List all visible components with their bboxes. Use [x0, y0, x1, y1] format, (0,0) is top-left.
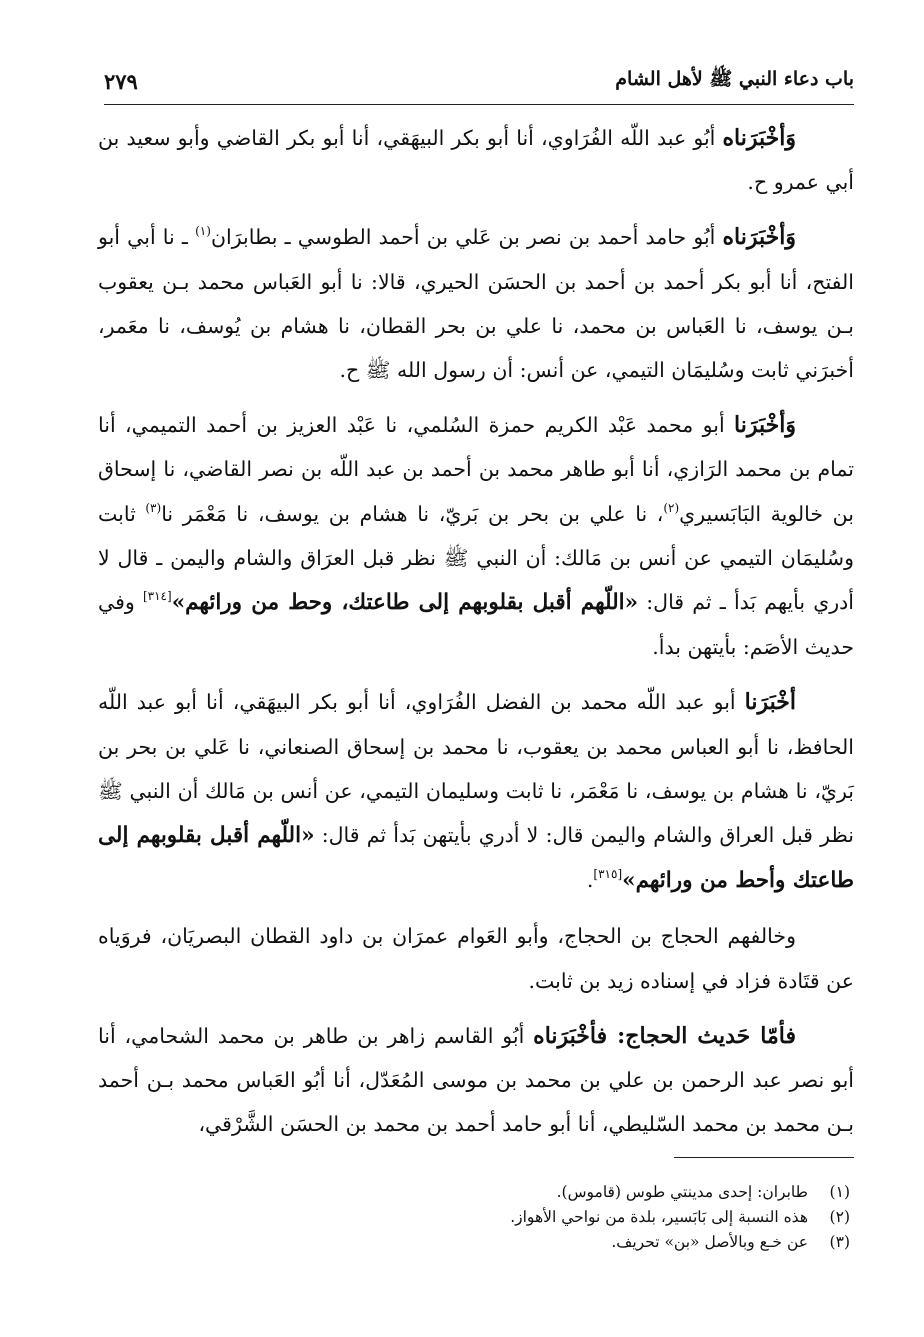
hadith-number-315: [٣١٥] [593, 867, 623, 882]
footnote-ref-1: (١) [195, 224, 211, 239]
hadith-number-314: [٣١٤] [142, 589, 172, 604]
hadith-quote-315: «اللّهم أقبل بقلوبهم إلى طاعتك وأحط من ورائهم» [98, 823, 854, 894]
paragraph-4-lead: أخْبَرَنا [744, 689, 796, 716]
chapter-title: باب دعاء النبي ﷺ لأهل الشام [615, 68, 854, 90]
footnote-text: عن خـع وبالأصل «بن» تحريف. [611, 1233, 808, 1251]
paragraph-1-lead: وَأخْبَرَناه [722, 125, 796, 151]
paragraph-4-text-a: أبو عبد اللّه محمد بن الفضل الفُرَاوي، أنا أبو بكر البيهَقي، أنا أبو عبد اللّه الحافظ، نا أبو العباس محمد بن يعقوب، نا محمد بن إسحاق الصنعاني، نا عَلي بن بحر بن بَريّ، نا هشام بن يوسف، نا مَعْمَر، نا ثابت وسليمان التيمي، عن أنس بن مَالك أن النبي ﷺ نظر قبل العراق والشام واليمن قال: لا أدري بأيتهن بَدأ ثم قال: [98, 690, 854, 848]
footnote-ref-3: (٣) [145, 500, 162, 515]
running-header [104, 58, 854, 105]
paragraph-2-text-b: ـ نا أبي أبو الفتح، أنا أبو بكر أحمد بن أحمد بن الحسَن الحيري، قالا: نا أبو العَباس محمد بـن يعقوب بـن يوسف، نا العَباس بن محمد، نا علي بن بحر القطان، نا هشام بن يُوسف، نا معَمر، أخبرَني ثابت وسُليمَان التيمي، عن أنس: أن رسول الله ﷺ ح. [98, 225, 854, 383]
paragraph-3-text-a: أبو محمد عَبْد الكريم حمزة السُلمي، نا عَبْد العزيز بن أحمد التميمي، أنا تمام بن محمد الرَازي، أنا أبو طاهر محمد بن أحمد بن عبد اللّه بن نصر القاضي، نا إسحاق بن خالوية البَابَسيري [98, 413, 854, 526]
footnote-item [120, 1205, 850, 1230]
paragraph-3-text-d: وفي حديث الأصَم: بأيتهن بدأ. [98, 590, 854, 660]
paragraph-5 [98, 914, 854, 1002]
paragraph-3 [98, 403, 854, 669]
paragraph-6-text: أبُو القاسم زاهر بن طاهر بن محمد الشحامي، أنا أبو نصر عبد الرحمن بن علي بن محمد بن موسى المُعَدّل، أنا أبُو العَباس محمد بـن أحمد بـن محمد بن محمد السّليطي، أنا أبو حامد أحمد بن محمد بن الحسَن الشَّرْقي، [98, 1023, 854, 1137]
footnote-ref-2: (٢) [663, 500, 680, 515]
footnote-item [120, 1180, 850, 1205]
page-number: ٢٧٩ [104, 68, 138, 94]
paragraph-2-text-a: أبُو حامد أحمد بن نصر بن عَلي بن أحمد الطوسي ـ بطابرَان [210, 225, 723, 250]
paragraph-3-lead: وَأخْبَرَنا [734, 412, 796, 439]
paragraph-3-text-b: ، نا علي بن بحر بن بَريّ، نا هشام بن يوسف، نا مَعْمَر نا [161, 501, 664, 526]
paragraph-2 [98, 215, 854, 392]
paragraph-4 [98, 680, 854, 903]
footnote-divider [674, 1157, 854, 1158]
paragraph-2-lead: وَأخْبَرَناه [722, 224, 796, 251]
paragraph-6-lead: فأمّا حَديث الحجاج: فأخْبَرَناه [533, 1022, 797, 1049]
footnote-number: (١) [829, 1183, 850, 1201]
paragraph-6 [98, 1014, 854, 1147]
footnote-number: (٢) [829, 1208, 850, 1226]
paragraph-5-text: وخالفهم الحجاج بن الحجاج، وأبو العَوام عمرَان بن داود القطان البصريَان، فروَياه عن قتَادة فزاد في إسناده زيد بن ثابت. [98, 924, 854, 993]
footnotes [120, 1180, 850, 1255]
hadith-quote-314: «اللّهم أقبل بقلوبهم إلى طاعتك، وحط من ورائهم» [171, 590, 639, 616]
paragraph-1-text: أبُو عبد اللّه الفُرَاوي، أنا أبو بكر البيهَقي، أنا أبو بكر القاضي وأبو سعيد بن أبي عمرو ح. [98, 126, 854, 195]
paragraph-1 [98, 116, 854, 204]
main-text [98, 116, 854, 1157]
footnote-item [120, 1230, 850, 1255]
footnote-text: هذه النسبة إلى بَابَسير، بلدة من نواحي الأهواز. [510, 1208, 808, 1226]
paragraph-3-text-c: ثابت وسُليمَان التيمي عن أنس بن مَالك: أن النبي ﷺ نظر قبل العرَاق والشام واليمن ـ قال لا أدري بأيهم بَدأ ـ ثم قال: [98, 501, 854, 615]
footnote-number: (٣) [829, 1233, 850, 1251]
paragraph-4-text-b: . [586, 868, 594, 893]
footnote-text: طابران: إحدى مدينتي طوس (قاموس). [556, 1183, 808, 1201]
